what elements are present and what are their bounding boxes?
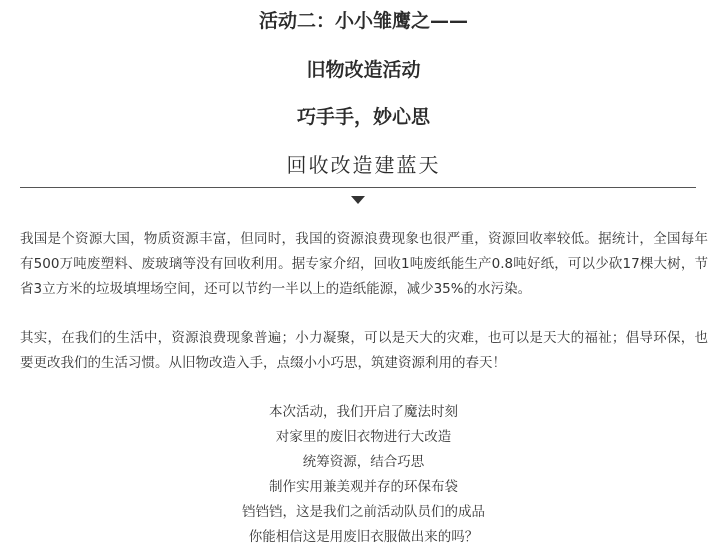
description-line: 制作实用兼美观并存的环保布袋: [269, 479, 458, 495]
description-line: 对家里的废旧衣物进行大改造: [275, 429, 452, 445]
advocacy-paragraph: 其实，在我们的生活中，资源浪费现象普遍；小力凝聚，可以是天大的灾难，也可以是天大的福祉；倡导环保，也要更改我们的生活习惯。从旧物改造入手，点缀小小巧思，筑建资源利用的春天！: [20, 330, 708, 371]
activity-description: [0, 400, 727, 550]
slogan-heading: 巧手手，妙心思: [296, 106, 430, 128]
activity-subtitle: 旧物改造活动: [306, 59, 421, 81]
slogan-subheading: 回收改造建蓝天: [286, 153, 441, 177]
description-line: 统筹资源，结合巧思: [302, 454, 425, 470]
caret-down-icon: [351, 196, 365, 204]
section-divider: [20, 187, 696, 188]
description-line: 你能相信这是用废旧衣服做出来的吗？: [248, 529, 479, 545]
intro-paragraph: 我国是个资源大国，物质资源丰富，但同时，我国的资源浪费现象也很严重，资源回收率较低。据统计，全国每年有500万吨废塑料、废玻璃等没有回收利用。据专家介绍，回收1吨废纸能生产0.8吨好纸，可以少砍17棵大树，节省3立方米的垃圾填埋场空间，还可以节约一半以上的造纸能源，减少35%的水污染。: [20, 231, 708, 297]
description-line: 本次活动，我们开启了魔法时刻: [269, 404, 458, 420]
description-line: 铛铛铛，这是我们之前活动队员们的成品: [242, 504, 485, 520]
activity-title: 活动二：小小雏鹰之——: [258, 10, 468, 32]
